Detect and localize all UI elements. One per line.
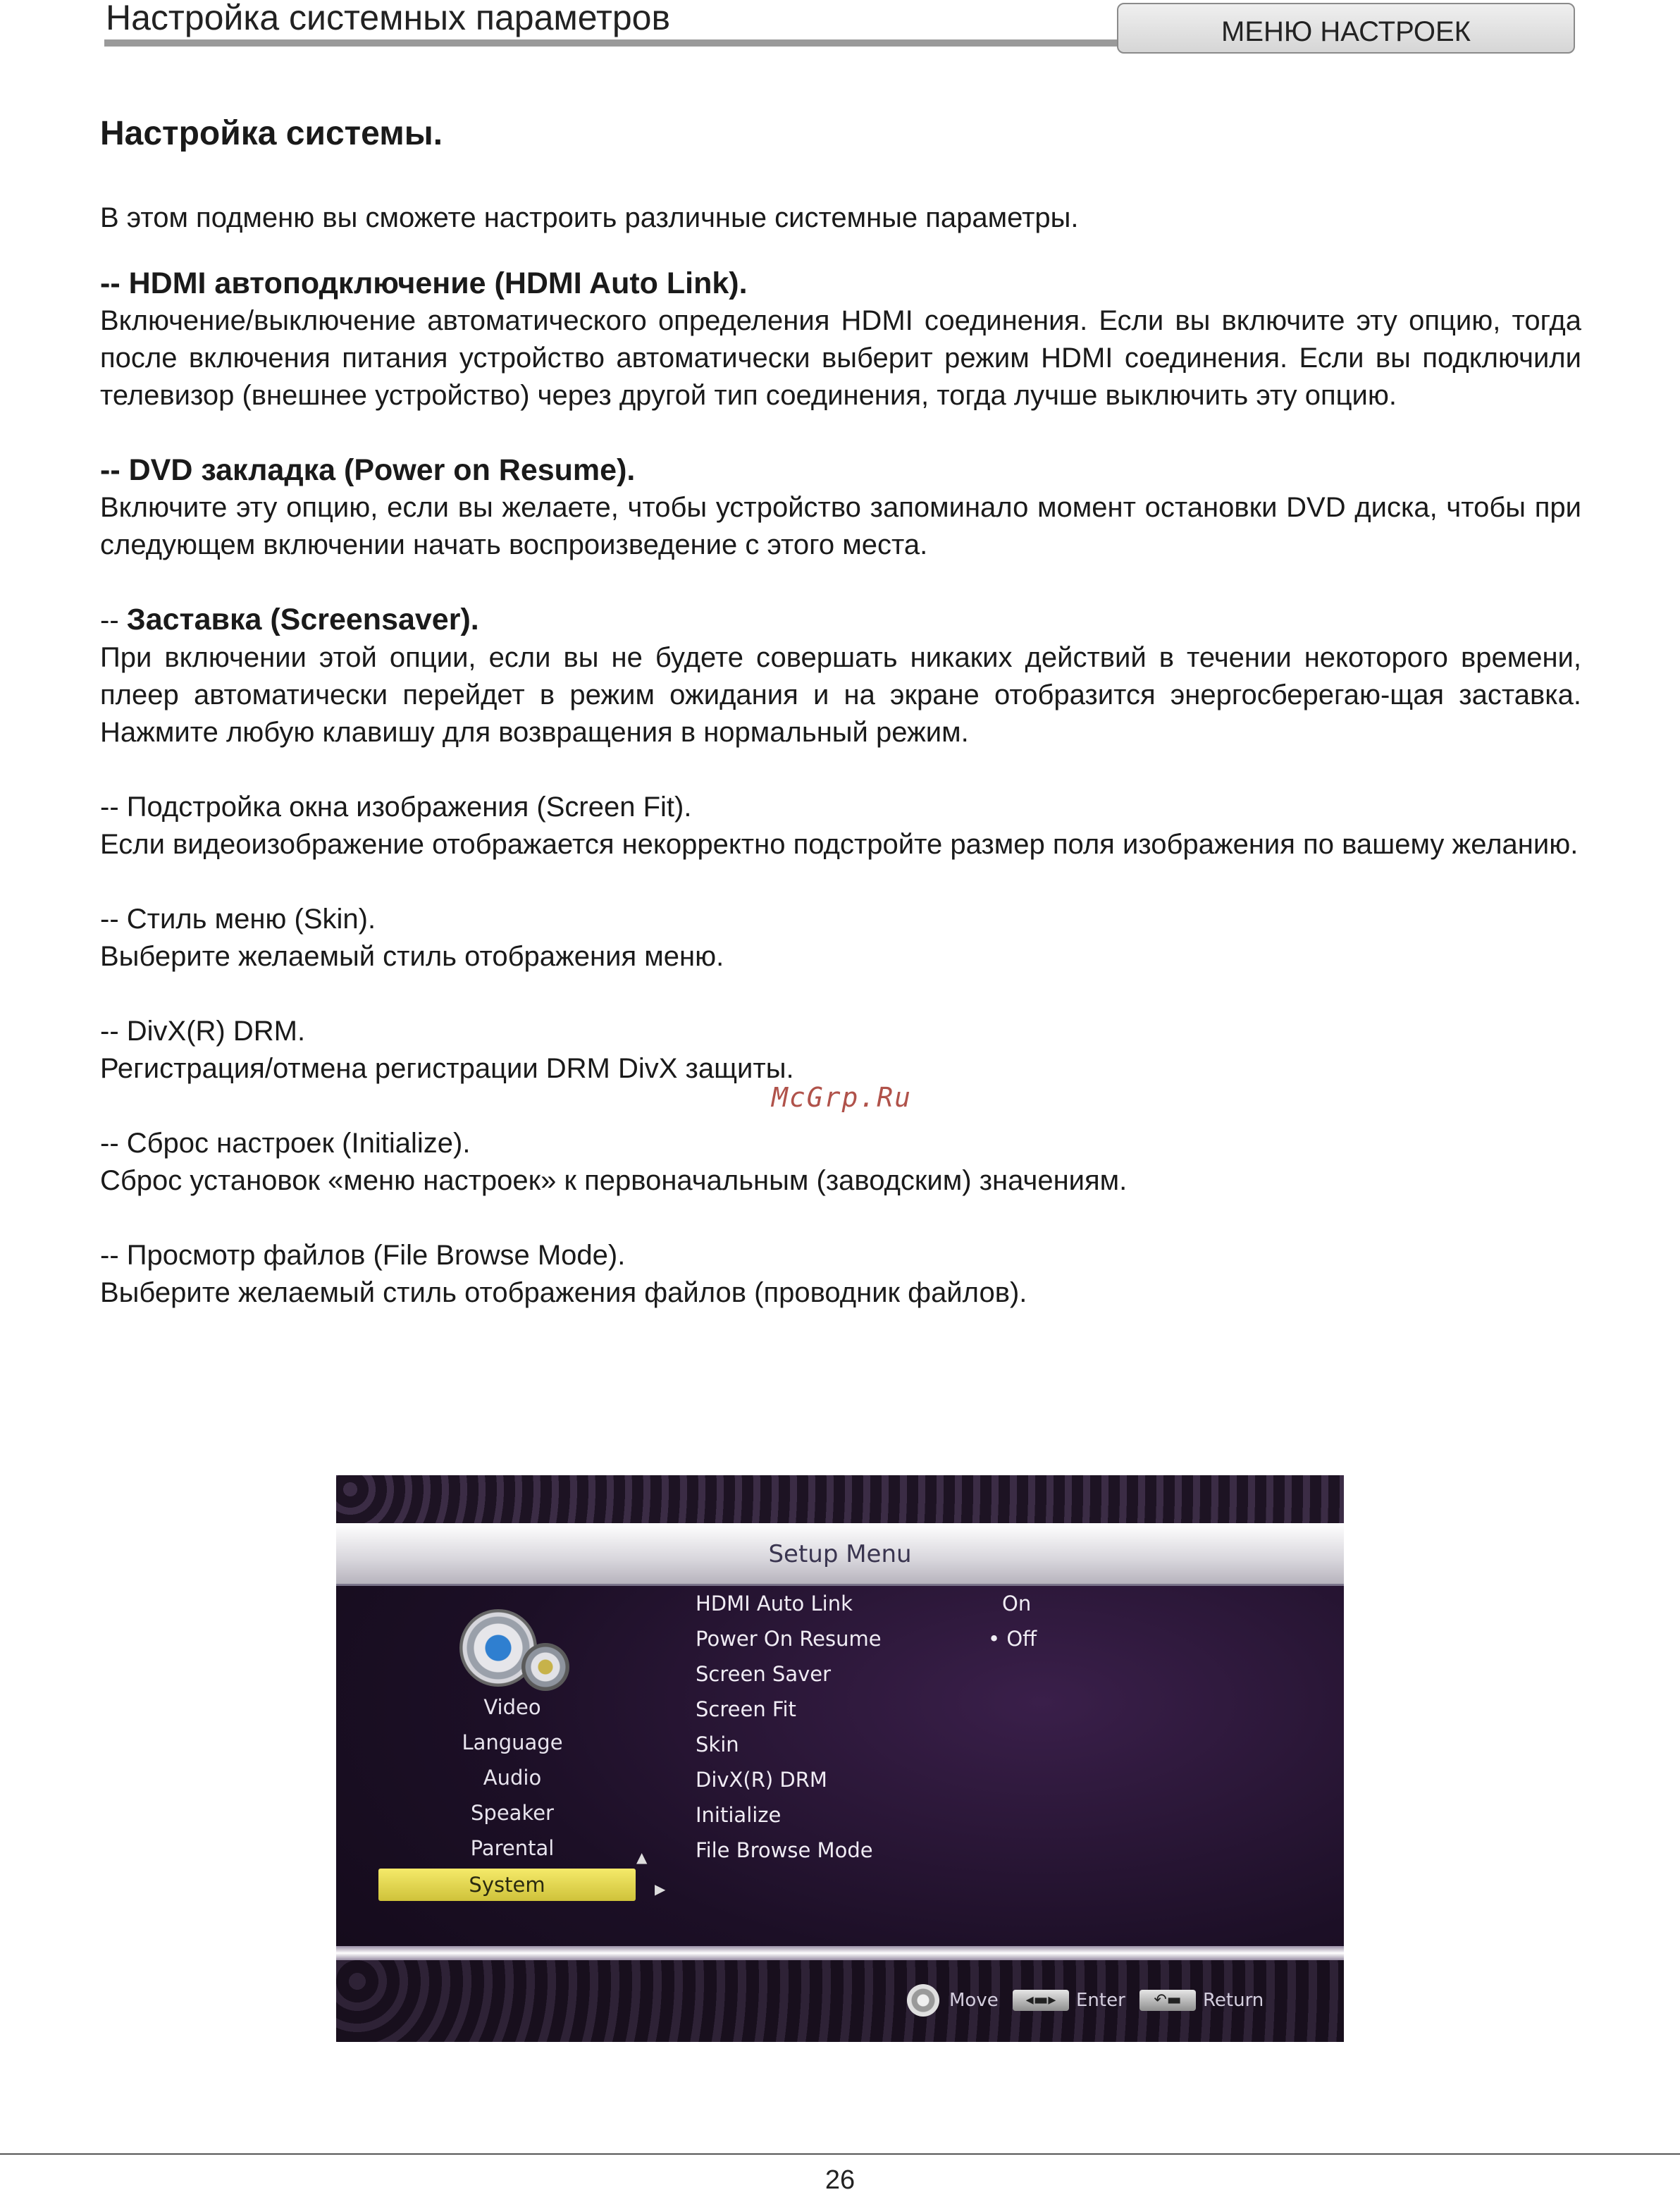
section-body: При включении этой опции, если вы не будете совершать никаких действий в течении некоторого времени, плеер автоматически перейдет в режим ожидания и на экране отобразится энергосберегаю-щая заставка. Нажмите любую клавишу для возвращения в нормальный режим.: [100, 642, 1581, 748]
option-file-browse-mode[interactable]: File Browse Mode: [696, 1838, 873, 1862]
section-body: Выберите желаемый стиль отображения файлов (проводник файлов).: [100, 1277, 1027, 1308]
section-body: Если видеоизображение отображается некорректно подстройте размер поля изображения по вашему желанию.: [100, 829, 1579, 860]
gear-small-icon: [521, 1643, 569, 1691]
page-title: Настройка системы.: [100, 115, 443, 152]
intro-text: В этом подменю вы сможете настроить различные системные параметры.: [100, 202, 1079, 233]
page-number: 26: [824, 2165, 856, 2195]
scroll-up-icon: ▲: [636, 1849, 648, 1866]
header-title: Настройка системных параметров: [106, 0, 671, 37]
section-divx: [100, 1013, 1581, 1088]
option-value-hdmi[interactable]: On: [1002, 1592, 1032, 1616]
section-body: Выберите желаемый стиль отображения меню.: [100, 941, 724, 972]
section-heading: -- DVD закладка (Power on Resume).: [100, 453, 636, 487]
footer-rule: [0, 2153, 1680, 2155]
heading-prefix: --: [100, 605, 127, 636]
section-heading: -- Сброс настроек (Initialize).: [100, 1128, 471, 1159]
section-heading-line: [100, 601, 1581, 639]
section-body: Включите эту опцию, если вы желаете, чтобы устройство запоминало момент остановки DVD диска, чтобы при следующем включении начать воспроизведение с этого места.: [100, 492, 1581, 560]
section-body: Включение/выключение автоматического определения HDMI соединения. Если вы включите эту опцию, тогда после включения питания устройство автоматически выберит режим HDMI соединения. Если вы подключили телевизор (внешнее устройство) через другой тип соединения, тогда лучше выключить эту опцию.: [100, 305, 1581, 411]
setup-menu-screenshot: [336, 1475, 1344, 2042]
section-heading: -- Подстройка окна изображения (Screen Fit).: [100, 792, 692, 823]
nav-item-speaker[interactable]: Speaker: [471, 1801, 554, 1825]
section-heading: -- Просмотр файлов (File Browse Mode).: [100, 1240, 626, 1271]
nav-item-system[interactable]: System: [378, 1869, 636, 1901]
hint-enter: Enter: [1076, 1990, 1125, 2011]
section-body: Регистрация/отмена регистрации DRM DivX защиты.: [100, 1053, 794, 1084]
menu-title: Setup Menu: [768, 1540, 912, 1568]
nav-item-video[interactable]: Video: [483, 1695, 541, 1719]
option-value-resume[interactable]: • Off: [988, 1627, 1037, 1651]
section-heading: -- Стиль меню (Skin).: [100, 904, 376, 935]
section-resume: [100, 452, 1581, 564]
section-skin: [100, 901, 1581, 976]
section-filebrowse: [100, 1237, 1581, 1312]
header-rule: [104, 39, 1126, 47]
section-hdmi: [100, 265, 1581, 414]
enter-key-icon: ◂▬▸: [1013, 1990, 1069, 2011]
option-power-on-resume[interactable]: Power On Resume: [696, 1627, 882, 1651]
section-badge: МЕНЮ НАСТРОЕК: [1117, 3, 1575, 54]
option-skin[interactable]: Skin: [696, 1733, 739, 1756]
nav-item-parental[interactable]: Parental: [470, 1836, 555, 1860]
option-screen-fit[interactable]: Screen Fit: [696, 1697, 796, 1721]
watermark: McGrp.Ru: [772, 1082, 913, 1113]
option-screen-saver[interactable]: Screen Saver: [696, 1662, 832, 1686]
menu-bottom-bar: [336, 1946, 1344, 1960]
section-heading: -- DivX(R) DRM.: [100, 1016, 306, 1047]
hint-move: Move: [949, 1990, 999, 2011]
option-divx-drm[interactable]: DivX(R) DRM: [696, 1768, 827, 1792]
nav-item-audio[interactable]: Audio: [483, 1766, 542, 1790]
section-initialize: [100, 1125, 1581, 1200]
nav-item-language[interactable]: Language: [462, 1730, 563, 1754]
option-initialize[interactable]: Initialize: [696, 1803, 782, 1827]
section-screensaver: [100, 601, 1581, 751]
dpad-icon: [907, 1984, 939, 2017]
section-body: Сброс установок «меню настроек» к первоначальным (заводским) значениям.: [100, 1165, 1128, 1196]
return-key-icon: ↶▬: [1139, 1990, 1196, 2011]
chevron-right-icon: ▶: [655, 1881, 666, 1897]
section-heading: Заставка (Screensaver).: [126, 603, 479, 636]
menu-top-texture: [336, 1475, 1344, 1523]
option-hdmi-auto-link[interactable]: HDMI Auto Link: [696, 1592, 853, 1616]
section-screenfit: [100, 789, 1581, 863]
hint-return: Return: [1203, 1990, 1264, 2011]
document-body: [100, 109, 1581, 1312]
section-heading: -- HDMI автоподключение (HDMI Auto Link).: [100, 266, 748, 300]
